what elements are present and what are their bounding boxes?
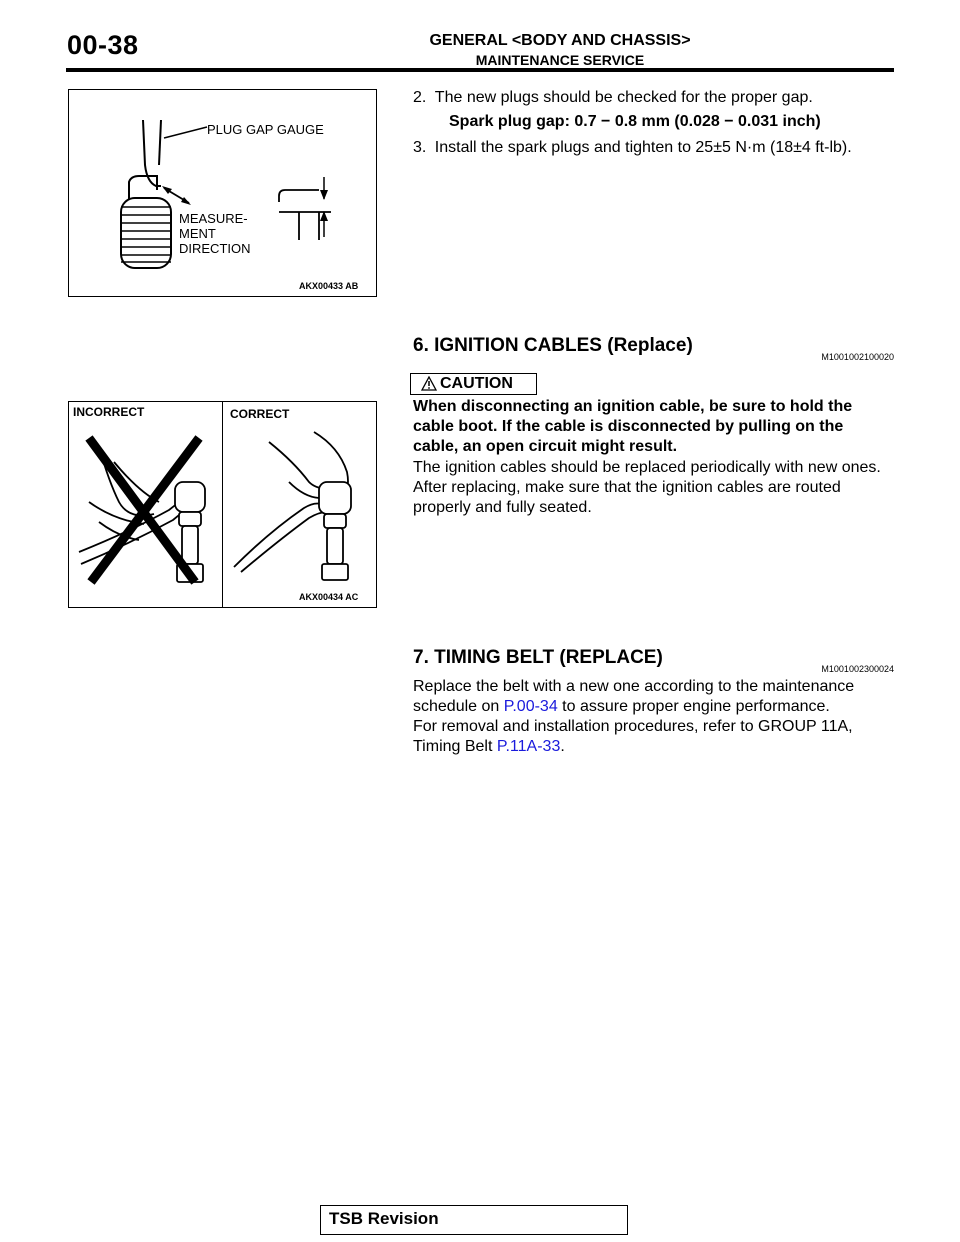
figure-plug-gap	[68, 89, 377, 297]
page-subtitle: MAINTENANCE SERVICE	[475, 52, 645, 68]
section-7-text-3: For removal and installation procedures, refer to GROUP 11A, Timing Belt	[413, 718, 853, 755]
ignition-cable-illustration	[69, 402, 376, 607]
figure1-code: AKX00433 AB	[299, 281, 359, 291]
step-3-number: 3.	[413, 139, 427, 156]
page-number: 00-38	[67, 30, 139, 60]
figure2-correct-label: CORRECT	[230, 407, 290, 421]
link-p00-34[interactable]: P.00-34	[503, 698, 558, 715]
step-3	[413, 138, 852, 158]
spark-plug-gap-spec: Spark plug gap: 0.7 − 0.8 mm (0.028 − 0.031 inch)	[449, 113, 821, 130]
measure-label-line1: MEASURE-	[179, 211, 248, 226]
measure-label-line2: MENT	[179, 226, 216, 241]
warning-triangle-icon	[421, 376, 437, 391]
link-p11a-33[interactable]: P.11A-33	[496, 738, 561, 755]
step-2-number: 2.	[413, 89, 427, 106]
figure1-measure-label	[179, 211, 251, 256]
plug-gap-illustration	[69, 90, 376, 296]
section-7-text-4: .	[560, 738, 565, 755]
section-6-body: The ignition cables should be replaced periodically with new ones. After replacing, make sure that the ignition cables are routed properly and fully seated.	[413, 459, 881, 516]
section-7-body	[413, 677, 899, 757]
section-7-code: M1001002300024	[821, 664, 894, 674]
page-title: GENERAL <BODY AND CHASSIS>	[429, 32, 691, 49]
measure-label-line3: DIRECTION	[179, 241, 251, 256]
section-7-heading: 7. TIMING BELT (REPLACE)	[413, 647, 663, 668]
caution-text: When disconnecting an ignition cable, be sure to hold the cable boot. If the cable is disconnected by pulling on the cable, an open circuit might result.	[413, 398, 853, 455]
figure-ignition-cable	[68, 401, 377, 608]
header-rule	[66, 68, 894, 72]
step-2-text: The new plugs should be checked for the proper gap.	[434, 89, 813, 106]
caution-label: CAUTION	[440, 375, 513, 392]
section-6-code: M1001002100020	[821, 352, 894, 362]
figure2-code: AKX00434 AC	[299, 592, 359, 602]
tsb-revision-label: TSB Revision	[329, 1209, 439, 1228]
section-7-text-2: to assure proper engine performance.	[557, 698, 830, 715]
figure1-gauge-label: PLUG GAP GAUGE	[207, 122, 324, 137]
figure2-incorrect-label: INCORRECT	[73, 405, 145, 419]
step-3-text: Install the spark plugs and tighten to 25±5 N·m (18±4 ft-lb).	[434, 139, 852, 156]
step-2	[413, 88, 813, 108]
section-7-text-1: Replace the belt with a new one according to the maintenance schedule on	[413, 678, 855, 715]
section-6-heading: 6. IGNITION CABLES (Replace)	[413, 335, 693, 356]
